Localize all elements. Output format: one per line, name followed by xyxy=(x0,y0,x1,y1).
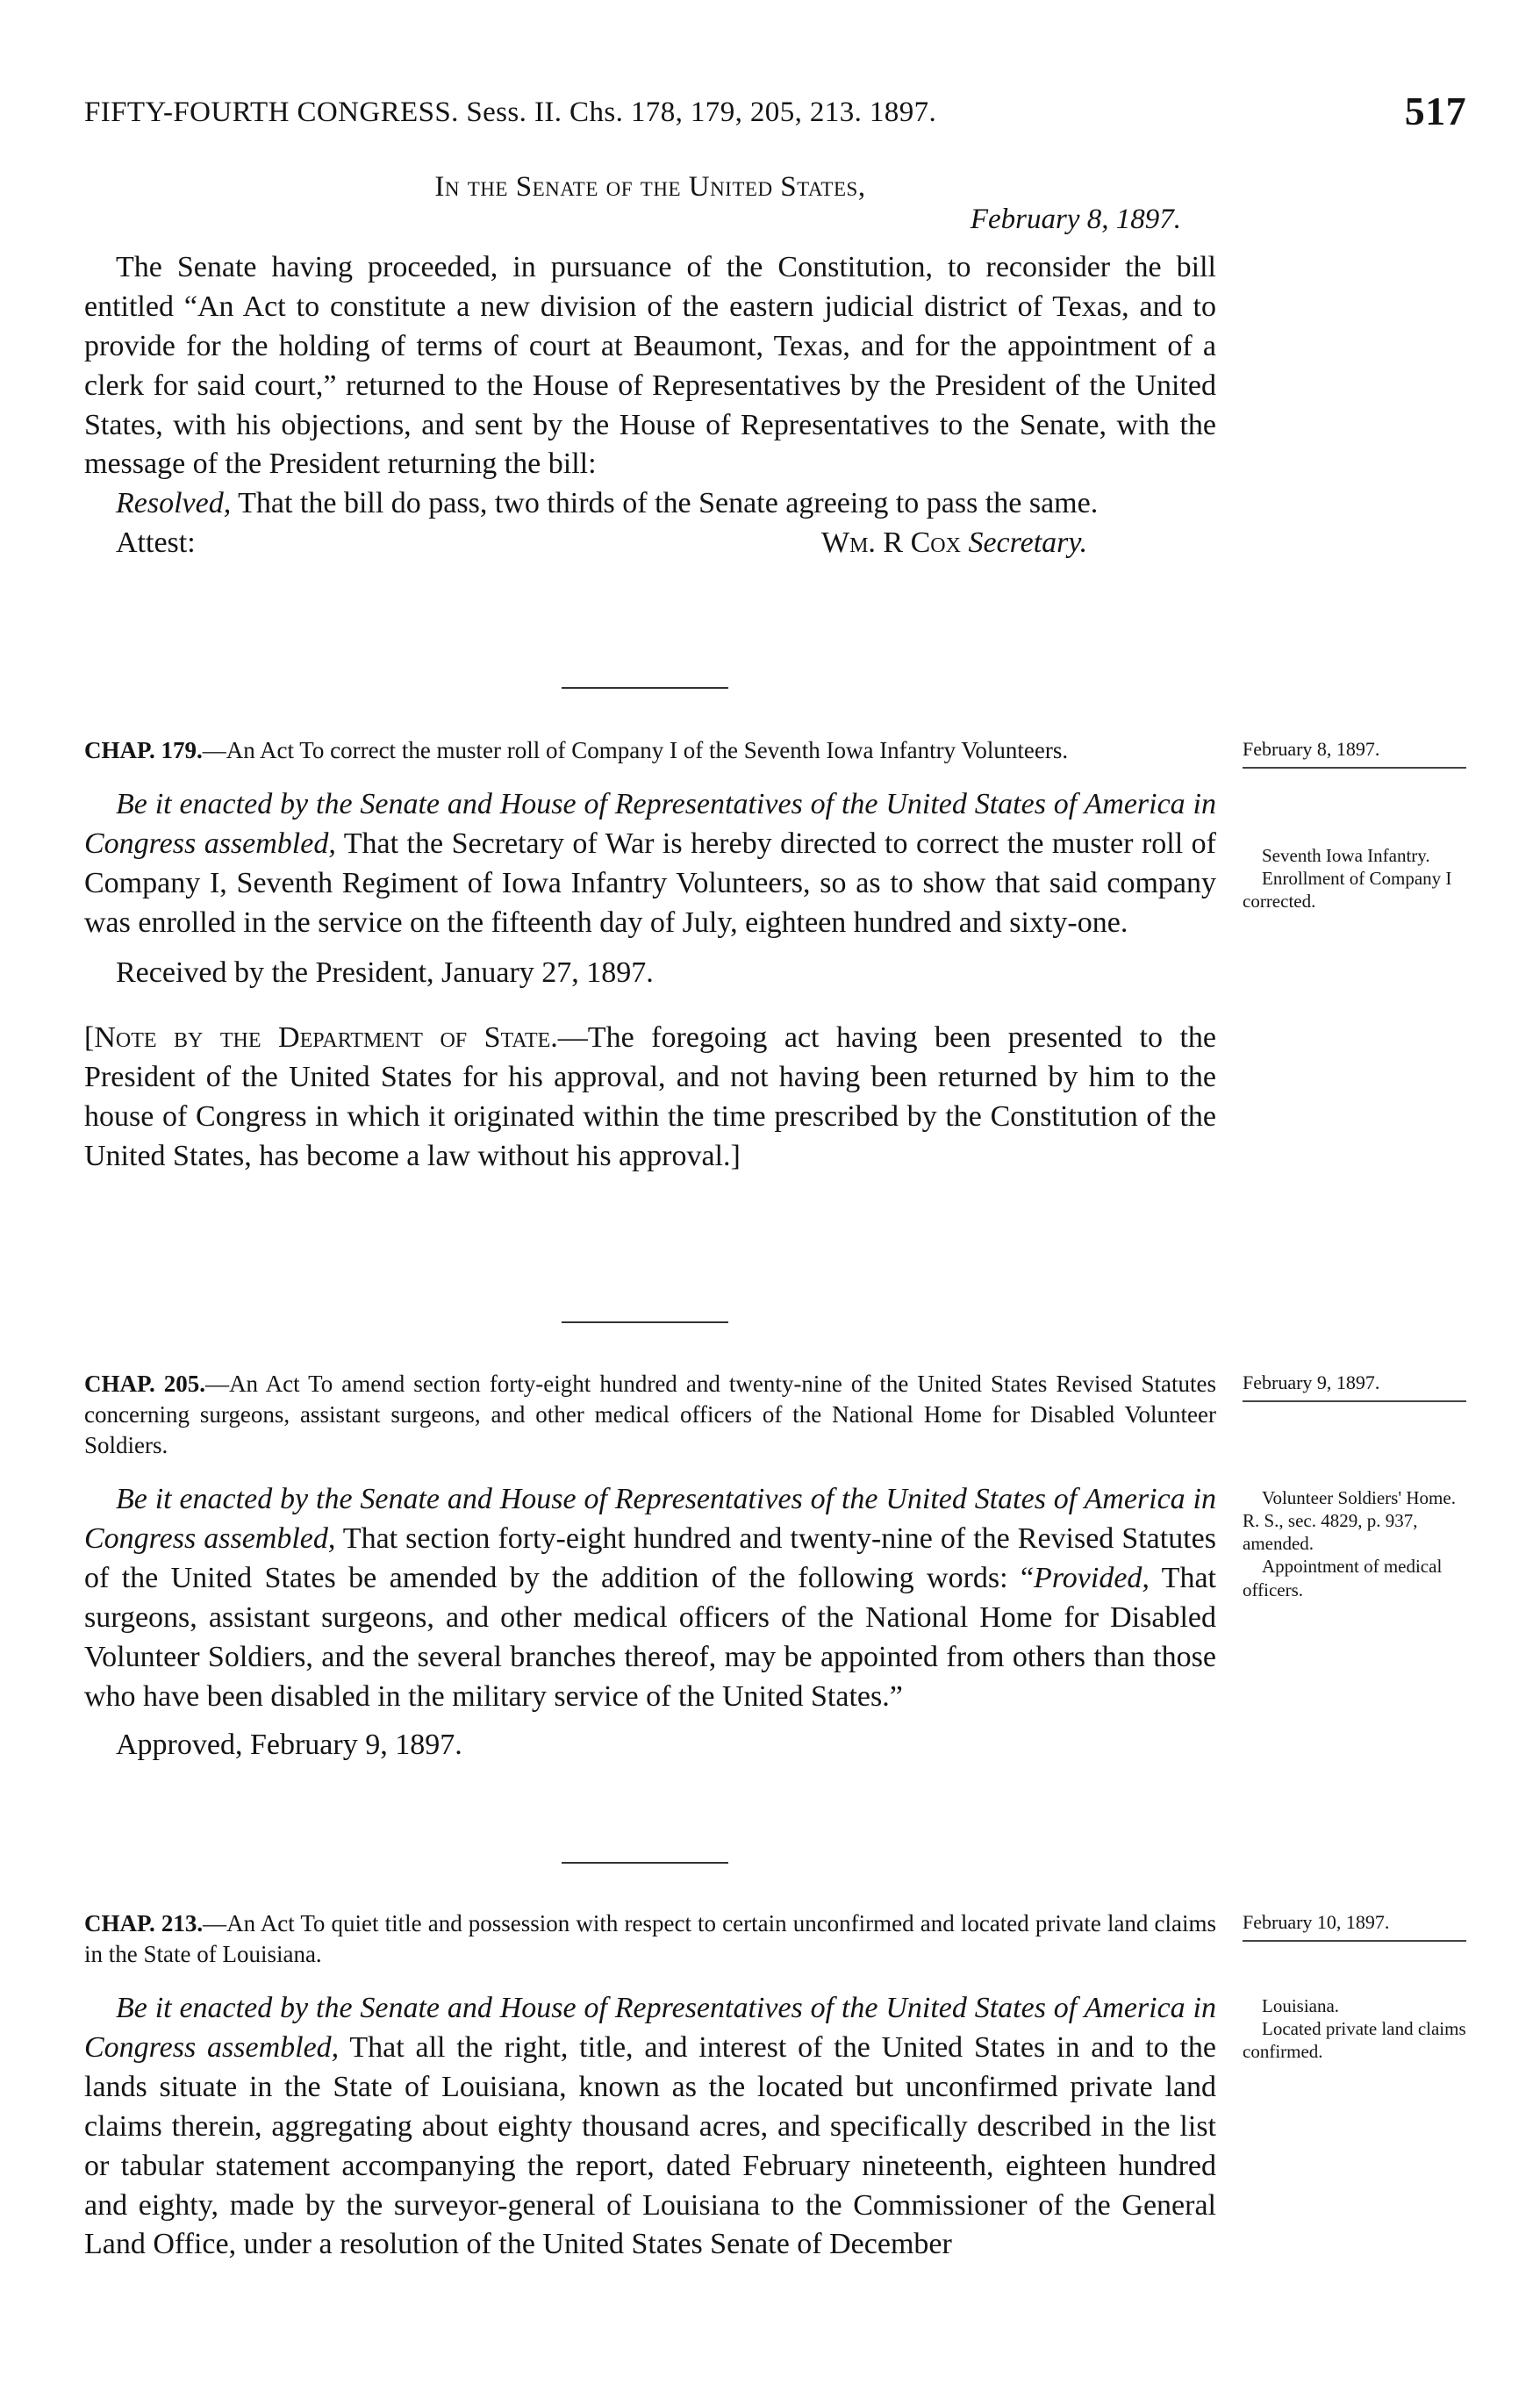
margin-note: Seventh Iowa Infantry. xyxy=(1262,844,1430,866)
section-divider xyxy=(562,687,728,689)
note-label: Note by the Department of State. xyxy=(94,1021,558,1055)
chapter-205 xyxy=(84,1369,1216,1765)
attest-line xyxy=(84,524,1216,564)
chapter-label: CHAP. 213. xyxy=(84,1910,204,1936)
running-head-title: FIFTY-FOURTH CONGRESS. Sess. II. Chs. 178, 179, 205, 213. 1897. xyxy=(84,97,937,128)
received-line: Received by the President, January 27, 1897. xyxy=(116,956,654,989)
chapter-heading xyxy=(84,1369,1216,1461)
chapter-179 xyxy=(84,735,1216,1177)
attest-label: Attest: xyxy=(116,526,196,560)
chapter-label: CHAP. 179. xyxy=(84,737,203,763)
chapter-body xyxy=(84,785,1216,1177)
margin-note: Enrollment of Company I corrected. xyxy=(1243,867,1452,912)
enacting-clause: Be it enacted by the Senate and House of Representatives of the United States of America in Congress assembled, xyxy=(84,1483,1216,1556)
chapter-title: —An Act To amend section forty-eight hundred and twenty-nine of the United States Revised Statutes concerning surgeons, assistant surgeons, and other medical officers of the National Home for Disabled Volunteer Soldiers. xyxy=(84,1371,1216,1459)
margin-chapter-205 xyxy=(1243,1371,1466,1601)
senate-resolution-body: The Senate having proceeded, in pursuance of the Constitution, to reconsider the bill entitled “An Act to constitute a new division of the eastern judicial district of Texas, and to provide for the holding of terms of court at Beaumont, Texas, and for the appointment of a clerk for said court,” returned to the House of Representatives by the President of the United States, with his objections, and sent by the House of Representatives to the Senate, with the message of the President returning the bill: xyxy=(84,251,1216,481)
section-divider xyxy=(562,1321,728,1323)
page-number: 517 xyxy=(1404,89,1466,133)
enacting-text-pre: That section forty-eight hundred and twenty-nine of the Revised Statutes of the United States be amended by the addition of the following words: “ xyxy=(84,1522,1216,1595)
enacting-paragraph xyxy=(84,1989,1216,2265)
enacting-clause: Be it enacted by the Senate and House of Representatives of the United States of America in Congress assembled, xyxy=(84,788,1216,860)
senate-resolution xyxy=(84,248,1216,564)
senate-heading-title: In the Senate of the United States, xyxy=(434,171,866,203)
margin-note: Located private land claims confirmed. xyxy=(1243,2017,1466,2062)
chapter-heading xyxy=(84,1908,1216,1970)
margin-date: February 9, 1897. xyxy=(1243,1371,1466,1402)
resolved-paragraph xyxy=(84,484,1216,524)
running-head xyxy=(84,88,1466,140)
attest-signature xyxy=(821,524,1087,563)
senate-heading-date: February 8, 1897. xyxy=(970,204,1181,235)
chapter-body xyxy=(84,1480,1216,1765)
enacting-clause: Be it enacted by the Senate and House of Representatives of the United States of America in Congress assembled, xyxy=(84,1992,1216,2065)
chapter-title: —An Act To correct the muster roll of Company I of the Seventh Iowa Infantry Volunteers. xyxy=(202,737,1069,763)
chapter-title: —An Act To quiet title and possession with respect to certain unconfirmed and located private land claims in the State of Louisiana. xyxy=(84,1910,1217,1968)
enacting-paragraph xyxy=(84,785,1216,943)
note-text: —The foregoing act having been presented to the President of the United States for his approval, and not having been returned by him to the house of Congress in which it originated within the time prescribed by the Constitution of the United States, has become a law without his approval. xyxy=(84,1021,1216,1173)
chapter-label: CHAP. 205. xyxy=(84,1371,206,1397)
signature-title: Secretary. xyxy=(968,526,1088,560)
approved-line: Approved, February 9, 1897. xyxy=(116,1728,462,1761)
enacting-text: That all the right, title, and interest of the United States in and to the lands situate in the State of Louisiana, known as the located but unconfirmed private land claims therein, aggregating about eighty thousand acres, and specifically described in the list or tabular statement accompanying the report, dated February nineteenth, eighteen hundred and eighty, made by the surveyor-general of Louisiana to the Commissioner of the General Land Office, under a resolution of the United States Senate of December xyxy=(84,2031,1216,2261)
resolved-label: Resolved, xyxy=(116,487,232,520)
senate-heading xyxy=(84,171,1216,236)
enacting-text: That the Secretary of War is hereby directed to correct the muster roll of Company I, Seventh Regiment of Iowa Infantry Volunteers, so as to show that said company was enrolled in the service on the fifteenth day of July, eighteen hundred and sixty-one. xyxy=(84,827,1216,939)
margin-date: February 8, 1897. xyxy=(1243,737,1466,769)
chapter-213 xyxy=(84,1908,1216,2265)
margin-note: Louisiana. xyxy=(1262,1994,1340,2016)
chapter-heading xyxy=(84,735,1216,766)
margin-date: February 10, 1897. xyxy=(1243,1910,1466,1942)
chapter-body xyxy=(84,1989,1216,2265)
department-note: [Note by the Department of State.—The foregoing act having been presented to the President of the United States for his approval, and not having been returned by him to the house of Congress in which it originated within the time prescribed by the Constitution of the United States, has become a law without his approval.] xyxy=(84,1021,1216,1173)
enacting-paragraph xyxy=(84,1480,1216,1716)
signature-name: Wm. R Cox xyxy=(821,526,961,560)
margin-chapter-213 xyxy=(1243,1910,1466,2063)
margin-note: R. S., sec. 4829, p. 937, amended. xyxy=(1243,1509,1418,1554)
resolved-text: That the bill do pass, two thirds of the Senate agreeing to pass the same. xyxy=(238,487,1099,520)
enacting-text-post: That surgeons, assistant surgeons, and other medical officers of the National Home for Disabled Volunteer Soldiers, and the several branches thereof, may be appointed from others than those who have been disabled in the military service of the United States.” xyxy=(84,1562,1216,1713)
provided-word: Provided, xyxy=(1034,1562,1150,1595)
section-divider xyxy=(562,1862,728,1864)
margin-note: Appointment of medical officers. xyxy=(1243,1556,1443,1600)
margin-note: Volunteer Soldiers' Home. xyxy=(1262,1486,1456,1508)
margin-chapter-179 xyxy=(1243,737,1466,913)
